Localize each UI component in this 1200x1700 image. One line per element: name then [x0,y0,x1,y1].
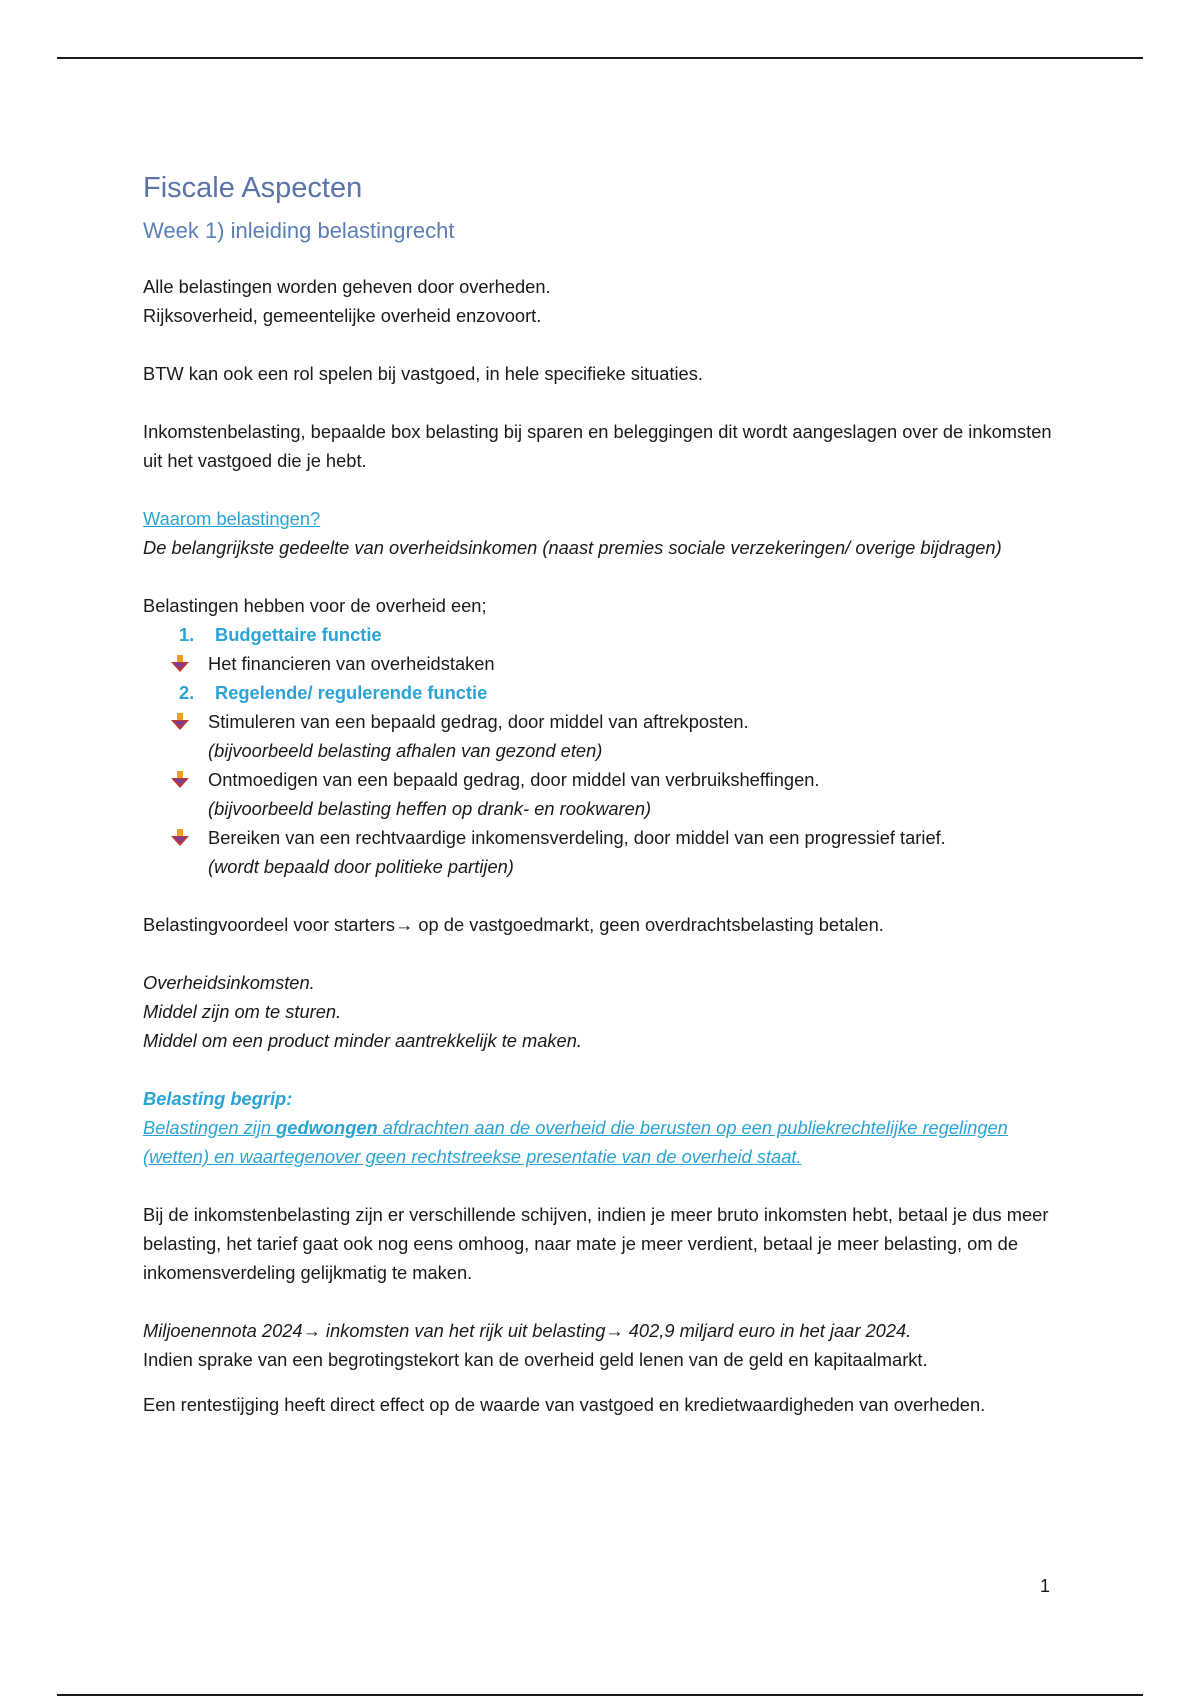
bullet-subtext: (bijvoorbeeld belasting afhalen van gezond eten) [208,740,603,761]
document-subtitle: Week 1) inleiding belastingrecht [143,218,455,243]
intro-line-2: Rijksoverheid, gemeentelijke overheid enzovoort. [143,305,542,326]
begrip-heading: Belasting begrip: [143,1088,293,1109]
begrip-bold: gedwongen [276,1117,378,1138]
functie-2-heading [143,678,1063,707]
waarom-heading-link[interactable]: Waarom belastingen? [143,508,321,529]
header-rule [57,57,1143,59]
intro-line-1: Alle belastingen worden geheven door overheden. [143,276,551,297]
rente-paragraph: Een rentestijging heeft direct effect op de waarde van vastgoed en kredietwaardigheden van overheden. [143,1394,986,1415]
bullet-text: Bereiken van een rechtvaardige inkomensverdeling, door middel van een progressief tarief. [208,827,946,848]
schijven-paragraph: Bij de inkomstenbelasting zijn er verschillende schijven, indien je meer bruto inkomsten hebt, betaal je dus meer belasting, het tarief gaat ook nog eens omhoog, naar mate je meer verdient, betaal je meer belasting, om de inkomensverdeling gelijkmatig te maken. [143,1204,1049,1283]
list-item [143,707,1063,736]
document-title: Fiscale Aspecten [143,172,363,204]
functie-2-number: 2. [179,682,195,703]
functie-1-number: 1. [179,624,195,645]
bullet-subtext: (wordt bepaald door politieke partijen) [208,856,514,877]
arrow-bullet-icon [170,707,208,736]
italic-line-1: Overheidsinkomsten. [143,972,315,993]
begrip-pre: Belastingen zijn [143,1117,277,1138]
functie-1-heading [143,620,1063,649]
functie-1-label: Budgettaire functie [215,624,382,645]
waarom-text: De belangrijkste gedeelte van overheidsinkomen (naast premies sociale verzekeringen/ overige bijdragen) [143,537,1002,558]
starters-paragraph: Belastingvoordeel voor starters→ op de vastgoedmarkt, geen overdrachtsbelasting betalen. [143,914,884,935]
inkomsten-paragraph: Inkomstenbelasting, bepaalde box belasting bij sparen en beleggingen dit wordt aangeslagen over de inkomsten uit het vastgoed die je hebt. [143,421,1052,471]
bullet-text: Ontmoedigen van een bepaald gedrag, door middel van verbruiksheffingen. [208,769,820,790]
italic-line-3: Middel om een product minder aantrekkelijk te maken. [143,1030,582,1051]
functies-intro: Belastingen hebben voor de overheid een; [143,595,487,616]
footer-rule [57,1694,1143,1696]
functie-1-bullet: Het financieren van overheidstaken [208,653,495,674]
list-item [143,765,1063,794]
list-item [143,649,1063,678]
bullet-text: Stimuleren van een bepaald gedrag, door middel van aftrekposten. [208,711,749,732]
miljoenennota-line: Miljoenennota 2024→ inkomsten van het rijk uit belasting→ 402,9 miljard euro in het jaar 2024. [143,1320,912,1341]
document-page [143,168,1063,1419]
list-item [143,823,1063,852]
page-number: 1 [1040,1576,1051,1596]
bullet-subtext: (bijvoorbeeld belasting heffen op drank- en rookwaren) [208,798,652,819]
begrip-post: afdrachten aan de overheid die berusten op een publiekrechtelijke regelingen (wetten) en waartegenover geen rechtstreekse presentatie van de overheid staat. [143,1117,1008,1167]
begroting-line: Indien sprake van een begrotingstekort kan de overheid geld lenen van de geld en kapitaalmarkt. [143,1349,928,1370]
italic-line-2: Middel zijn om te sturen. [143,1001,342,1022]
functie-2-label: Regelende/ regulerende functie [215,682,488,703]
arrow-bullet-icon [170,649,208,678]
arrow-bullet-icon [170,765,208,794]
begrip-definition [143,1113,1063,1171]
arrow-bullet-icon [170,823,208,852]
btw-paragraph: BTW kan ook een rol spelen bij vastgoed, in hele specifieke situaties. [143,363,703,384]
